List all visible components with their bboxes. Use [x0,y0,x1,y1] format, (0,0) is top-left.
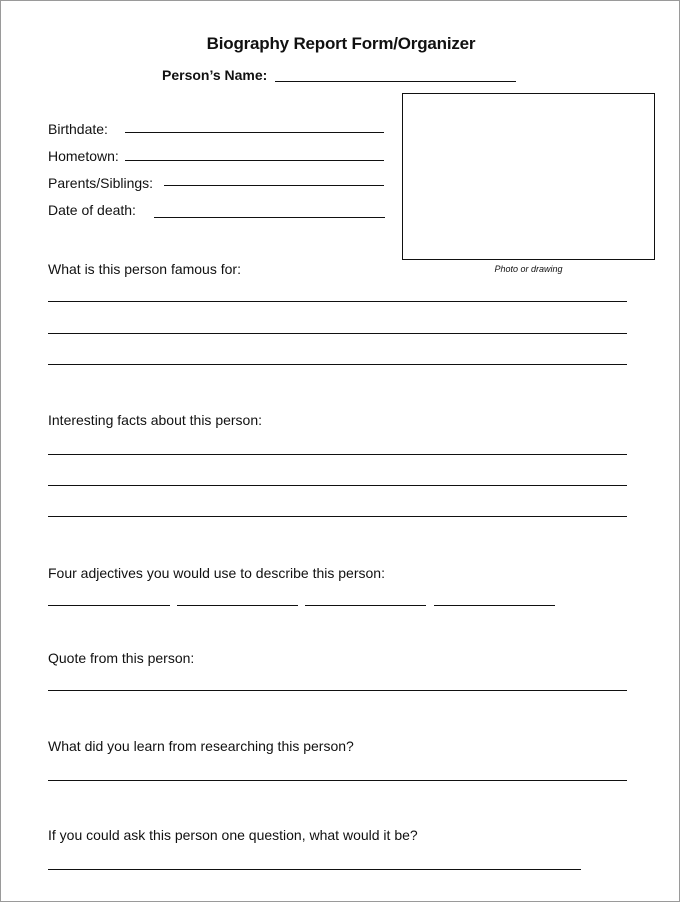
famous-for-answer-line[interactable] [48,333,627,334]
interesting-facts-answer-line[interactable] [48,485,627,486]
birthdate-label: Birthdate: [48,121,108,137]
interesting-facts-question: Interesting facts about this person: [48,412,263,428]
adjective-blank[interactable] [177,605,298,606]
adjective-blank[interactable] [305,605,426,606]
hometown-blank[interactable] [125,160,384,161]
adjective-blank[interactable] [434,605,555,606]
interesting-facts-answer-line[interactable] [48,516,627,517]
date-of-death-label: Date of death: [48,202,136,218]
famous-for-answer-line[interactable] [48,364,627,365]
parents-siblings-label: Parents/Siblings: [48,175,154,191]
famous-for-answer-line[interactable] [48,301,627,302]
persons-name-label: Person’s Name: [162,67,268,83]
adjectives-question: Four adjectives you would use to describe this person: [48,565,385,581]
photo-drawing-box[interactable] [402,93,655,260]
quote-question: Quote from this person: [48,650,195,666]
quote-answer-line[interactable] [48,690,627,691]
page-title: Biography Report Form/Organizer [206,34,476,53]
hometown-label: Hometown: [48,148,119,164]
photo-caption: Photo or drawing [494,264,563,274]
one-question-answer-line[interactable] [48,869,581,870]
interesting-facts-answer-line[interactable] [48,454,627,455]
learned-question: What did you learn from researching this person? [48,738,354,754]
learned-answer-line[interactable] [48,780,627,781]
one-question-prompt: If you could ask this person one question, what would it be? [48,827,418,843]
parents-siblings-blank[interactable] [164,185,384,186]
famous-for-question: What is this person famous for: [48,261,241,277]
date-of-death-blank[interactable] [154,217,385,218]
birthdate-blank[interactable] [125,132,384,133]
adjective-blank[interactable] [48,605,170,606]
persons-name-blank[interactable] [275,81,516,82]
